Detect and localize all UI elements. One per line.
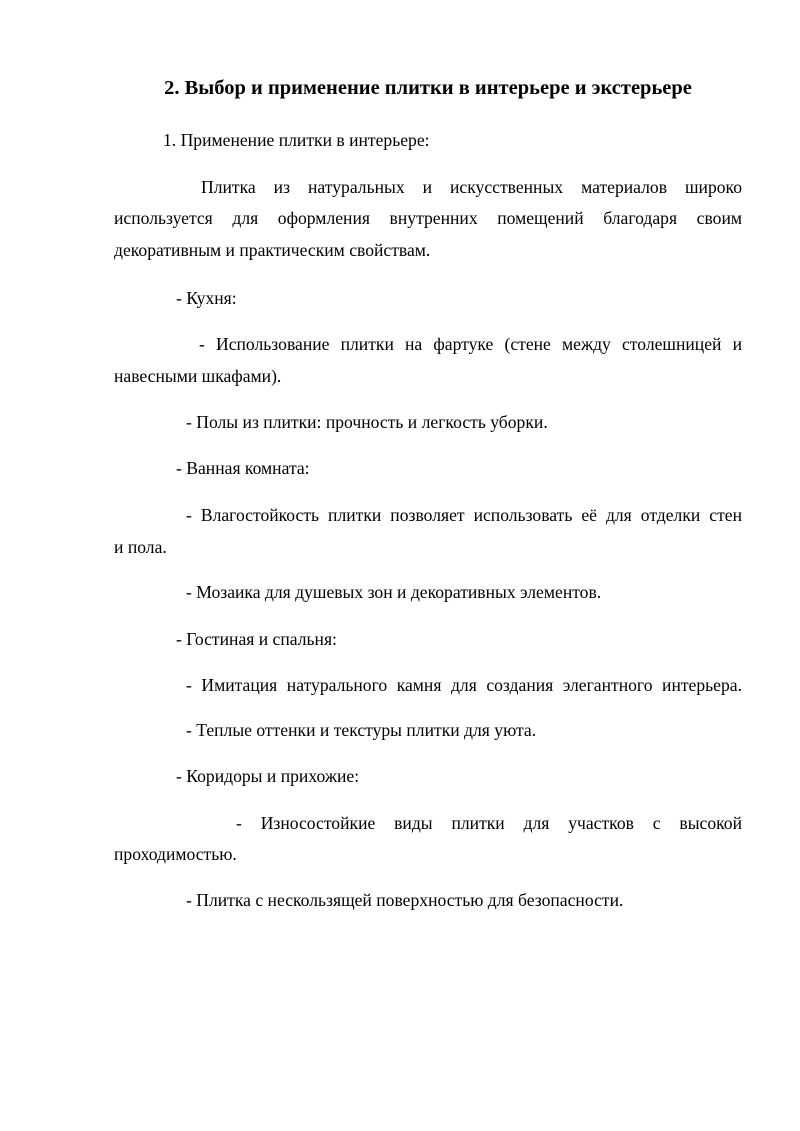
hallway-item-1-line-2: проходимостью.: [114, 844, 237, 864]
hallway-item-1-line-1: - Износостойкие виды плитки для участков с высокой: [236, 813, 742, 833]
kitchen-item-1-line-2: навесными шкафами).: [114, 366, 282, 386]
list-item-hallway: - Коридоры и прихожие:: [176, 766, 360, 786]
list-item-kitchen: - Кухня:: [176, 288, 237, 308]
intro-paragraph-line-1: Плитка из натуральных и искусственных материалов широко: [201, 177, 742, 197]
list-item-living-room: - Гостиная и спальня:: [176, 629, 337, 649]
bathroom-item-1-line-1: - Влагостойкость плитки позволяет использовать её для отделки стен: [186, 505, 742, 525]
living-item-1: - Имитация натурального камня для создания элегантного интерьера.: [186, 675, 742, 695]
bathroom-item-2: - Мозаика для душевых зон и декоративных элементов.: [186, 582, 602, 602]
list-item-bathroom: - Ванная комната:: [176, 458, 310, 478]
intro-paragraph-line-2: используется для оформления внутренних помещений благодаря своим: [114, 208, 742, 228]
kitchen-item-2: - Полы из плитки: прочность и легкость уборки.: [186, 412, 548, 432]
section-heading: 1. Применение плитки в интерьере:: [163, 130, 430, 150]
intro-paragraph-line-3: декоративным и практическим свойствам.: [114, 240, 431, 260]
living-item-2: - Теплые оттенки и текстуры плитки для уюта.: [186, 720, 537, 740]
hallway-item-2: - Плитка с нескользящей поверхностью для безопасности.: [186, 890, 624, 910]
kitchen-item-1-line-1: - Использование плитки на фартуке (стене между столешницей и: [199, 334, 742, 354]
bathroom-item-1-line-2: и пола.: [114, 537, 167, 557]
page-title: 2. Выбор и применение плитки в интерьере и экстерьере: [164, 77, 692, 99]
